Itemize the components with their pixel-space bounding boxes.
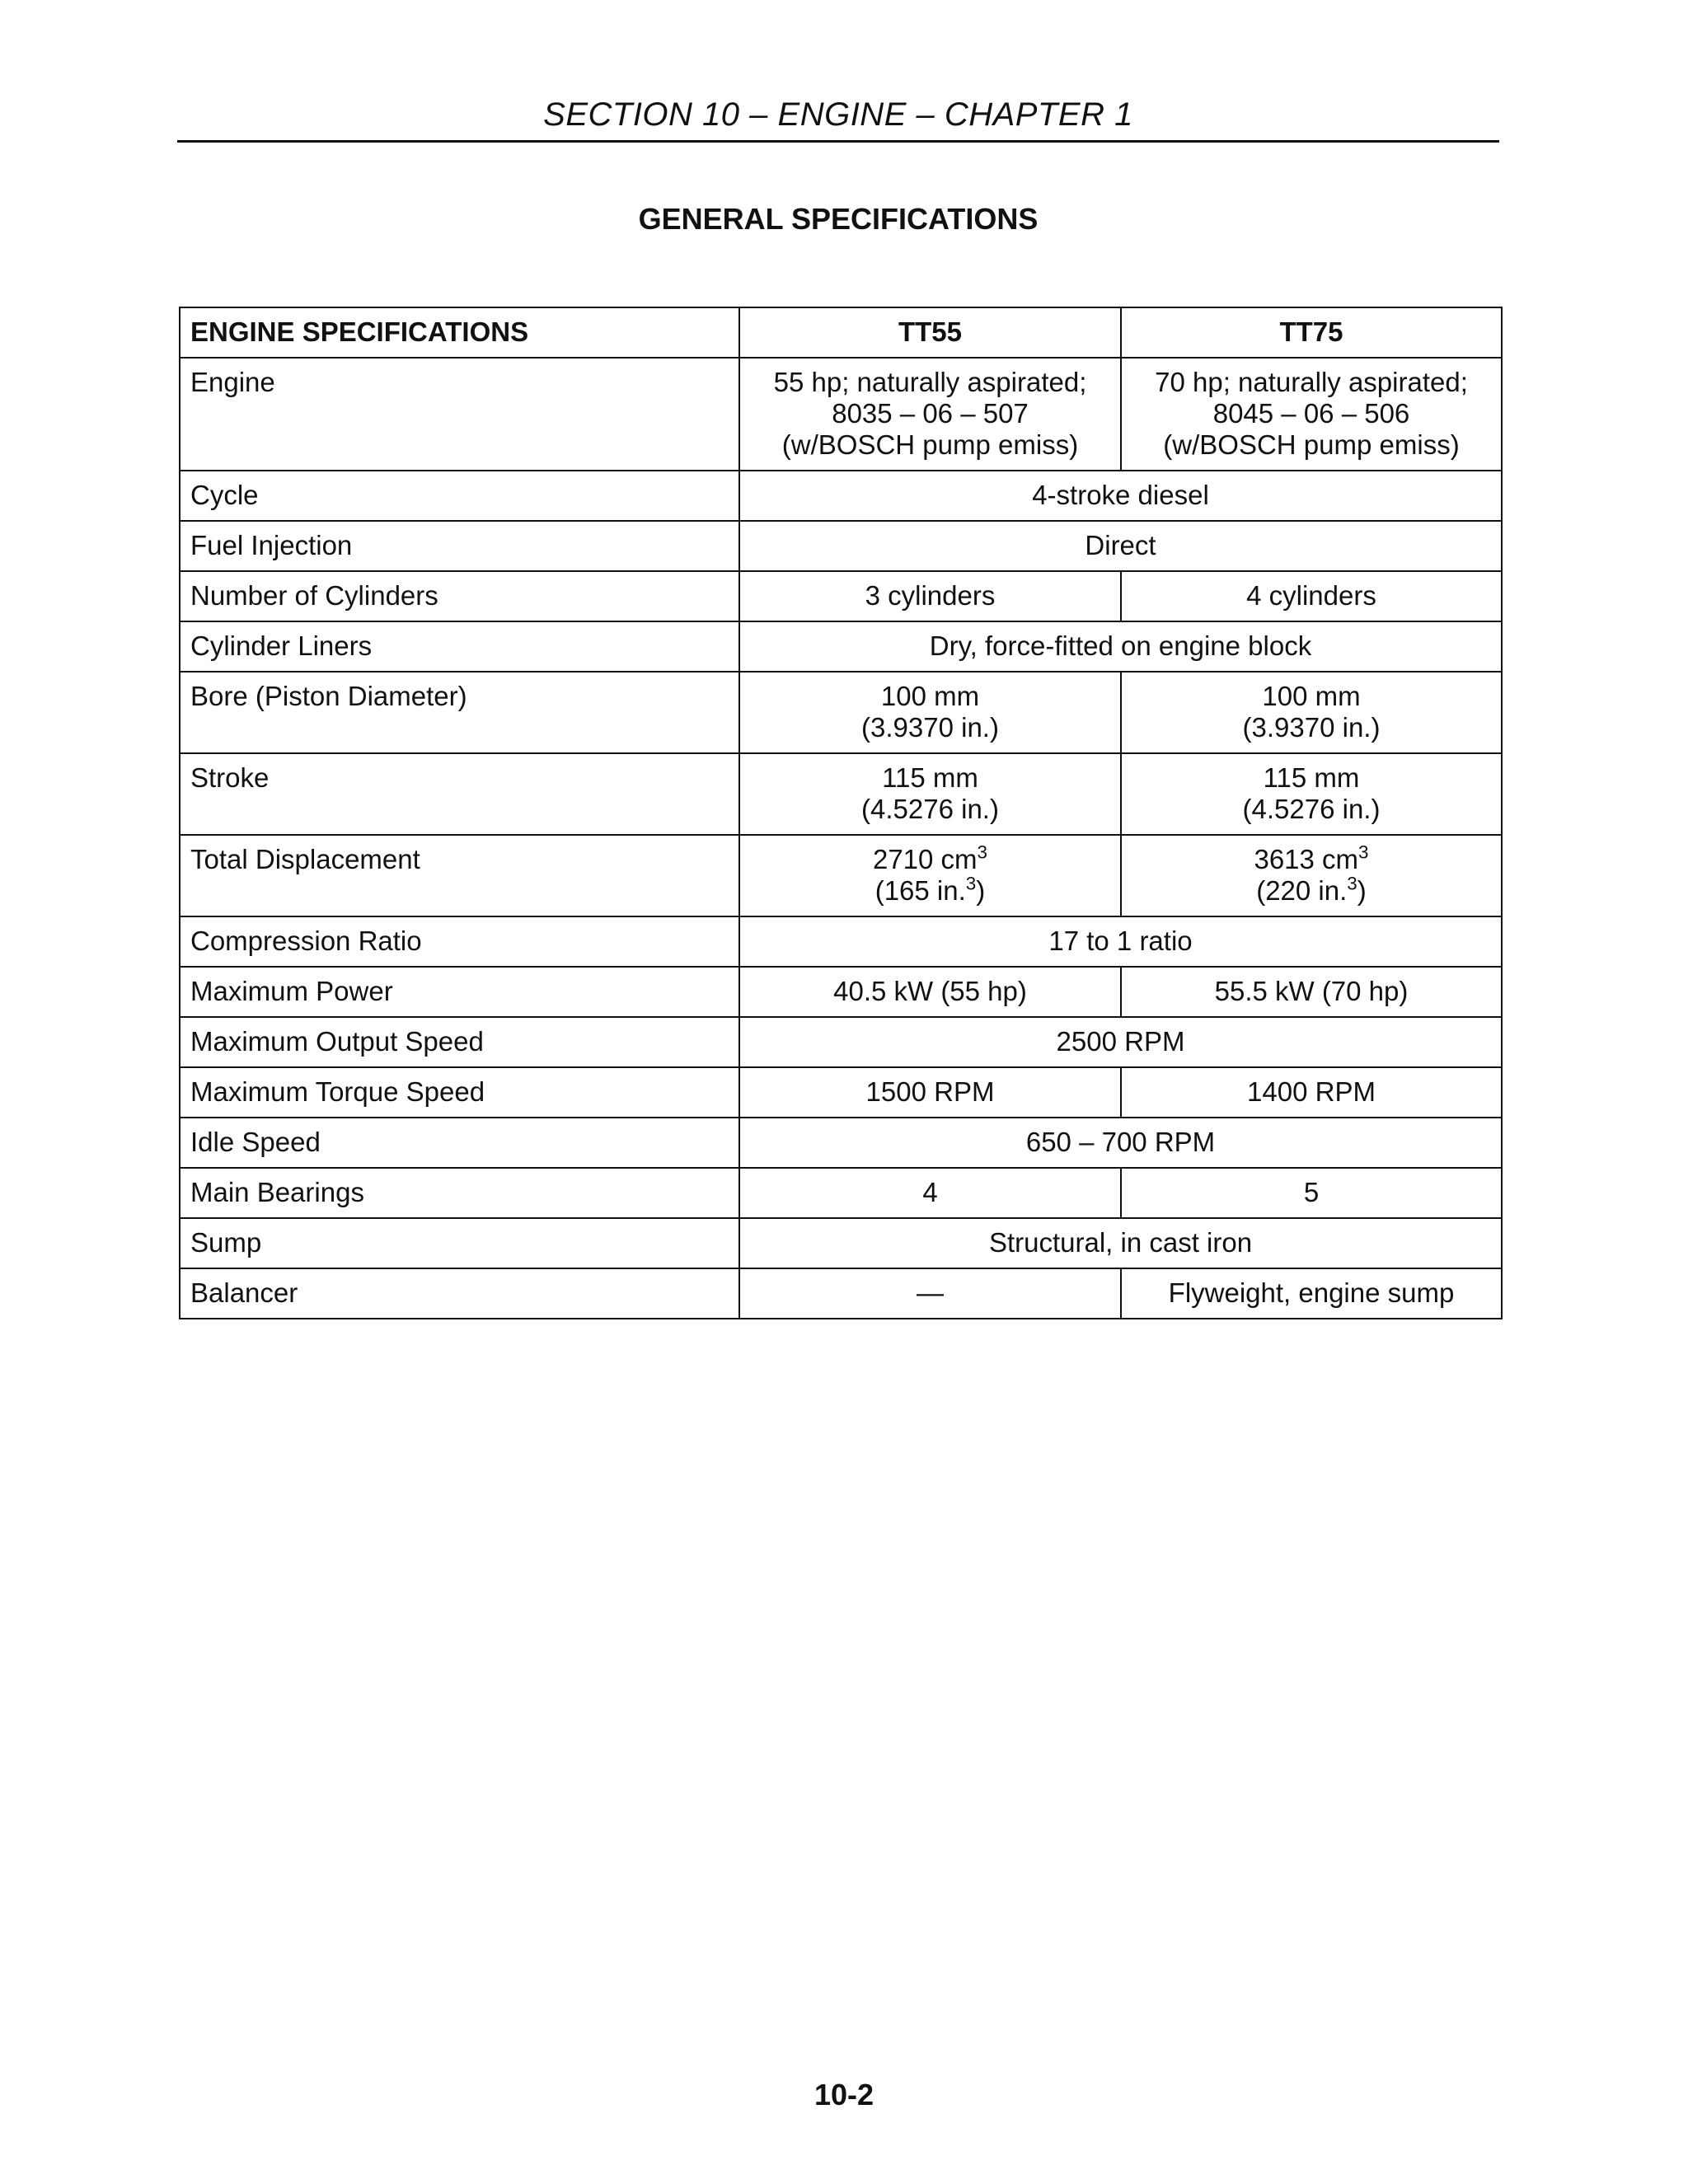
row-label: Balancer	[180, 1268, 739, 1319]
displacement-value: 3613 cm	[1254, 844, 1359, 874]
cell-tt55	[739, 672, 1121, 753]
engine-specifications-table	[179, 307, 1503, 1319]
row-label: Maximum Output Speed	[180, 1017, 739, 1067]
row-label: Maximum Power	[180, 967, 739, 1017]
cell-line: (w/BOSCH pump emiss)	[1163, 429, 1460, 460]
cell-both-models: Direct	[739, 521, 1502, 571]
cell-tt75: 55.5 kW (70 hp)	[1121, 967, 1502, 1017]
cell-tt55: 4	[739, 1168, 1121, 1218]
cell-tt55: 3 cylinders	[739, 571, 1121, 621]
row-label: Compression Ratio	[180, 916, 739, 967]
table-row	[180, 967, 1502, 1017]
cell-tt75: 1400 RPM	[1121, 1067, 1502, 1118]
cell-line: (3.9370 in.)	[861, 712, 999, 743]
cell-line: 115 mm	[1263, 762, 1360, 793]
table-row	[180, 916, 1502, 967]
cell-tt75	[1121, 672, 1502, 753]
row-label: Bore (Piston Diameter)	[180, 672, 739, 753]
table-row	[180, 358, 1502, 471]
superscript: 3	[1358, 841, 1369, 863]
cell-tt75	[1121, 835, 1502, 916]
cell-tt55	[739, 358, 1121, 471]
table-row	[180, 1118, 1502, 1168]
cell-both-models: 4-stroke diesel	[739, 471, 1502, 521]
cell-both-models: Dry, force-fitted on engine block	[739, 621, 1502, 672]
row-label: Stroke	[180, 753, 739, 835]
table-row	[180, 1067, 1502, 1118]
cell-line: 8035 – 06 – 507	[832, 398, 1029, 429]
cell-line	[750, 841, 1110, 875]
row-label: Fuel Injection	[180, 521, 739, 571]
table-row	[180, 672, 1502, 753]
cell-line: 100 mm	[880, 681, 980, 711]
cell-line	[1132, 875, 1491, 907]
closing-paren: )	[1357, 875, 1367, 906]
column-header-specification: ENGINE SPECIFICATIONS	[180, 307, 739, 358]
cell-line: (4.5276 in.)	[1242, 794, 1381, 824]
cell-both-models: Structural, in cast iron	[739, 1218, 1502, 1268]
page-title: GENERAL SPECIFICATIONS	[638, 202, 1039, 236]
cell-tt75: Flyweight, engine sump	[1121, 1268, 1502, 1319]
table-row	[180, 621, 1502, 672]
cell-tt55: 40.5 kW (55 hp)	[739, 967, 1121, 1017]
displacement-value: 2710 cm	[872, 844, 978, 874]
cell-both-models: 650 – 700 RPM	[739, 1118, 1502, 1168]
column-header-tt75: TT75	[1121, 307, 1502, 358]
cell-line	[750, 875, 1110, 907]
table-header-row	[180, 307, 1502, 358]
cell-line: (4.5276 in.)	[861, 794, 999, 824]
page-number: 10-2	[814, 2078, 874, 2111]
cell-both-models: 17 to 1 ratio	[739, 916, 1502, 967]
page-header: SECTION 10 – ENGINE – CHAPTER 1	[177, 89, 1499, 143]
row-label: Idle Speed	[180, 1118, 739, 1168]
table-row	[180, 471, 1502, 521]
column-header-tt55: TT55	[739, 307, 1121, 358]
cell-line: (3.9370 in.)	[1242, 712, 1381, 743]
cell-line	[1132, 841, 1491, 875]
row-label: Cylinder Liners	[180, 621, 739, 672]
cell-tt55: 1500 RPM	[739, 1067, 1121, 1118]
row-label: Sump	[180, 1218, 739, 1268]
cell-tt55	[739, 753, 1121, 835]
displacement-value: (220 in.	[1256, 875, 1348, 906]
cell-line: 70 hp; naturally aspirated;	[1155, 367, 1468, 397]
closing-paren: )	[976, 875, 986, 906]
table-row	[180, 1218, 1502, 1268]
table-row	[180, 1268, 1502, 1319]
cell-tt75	[1121, 358, 1502, 471]
superscript: 3	[965, 873, 977, 894]
table-row	[180, 571, 1502, 621]
row-label: Number of Cylinders	[180, 571, 739, 621]
table-row	[180, 521, 1502, 571]
cell-line: 115 mm	[882, 762, 978, 793]
cell-tt75: 4 cylinders	[1121, 571, 1502, 621]
cell-tt75	[1121, 753, 1502, 835]
row-label: Cycle	[180, 471, 739, 521]
row-label: Maximum Torque Speed	[180, 1067, 739, 1118]
cell-line: (w/BOSCH pump emiss)	[781, 429, 1079, 460]
cell-line: 55 hp; naturally aspirated;	[773, 367, 1087, 397]
cell-tt55: —	[739, 1268, 1121, 1319]
row-label: Engine	[180, 358, 739, 471]
row-label: Main Bearings	[180, 1168, 739, 1218]
cell-both-models: 2500 RPM	[739, 1017, 1502, 1067]
superscript: 3	[1347, 873, 1357, 894]
row-label: Total Displacement	[180, 835, 739, 916]
displacement-value: (165 in.	[874, 875, 966, 906]
cell-tt75: 5	[1121, 1168, 1502, 1218]
table-row	[180, 1017, 1502, 1067]
table-row	[180, 835, 1502, 916]
superscript: 3	[977, 841, 988, 863]
cell-tt55	[739, 835, 1121, 916]
cell-line: 100 mm	[1262, 681, 1361, 711]
table-row	[180, 753, 1502, 835]
cell-line: 8045 – 06 – 506	[1212, 398, 1410, 429]
table-row	[180, 1168, 1502, 1218]
